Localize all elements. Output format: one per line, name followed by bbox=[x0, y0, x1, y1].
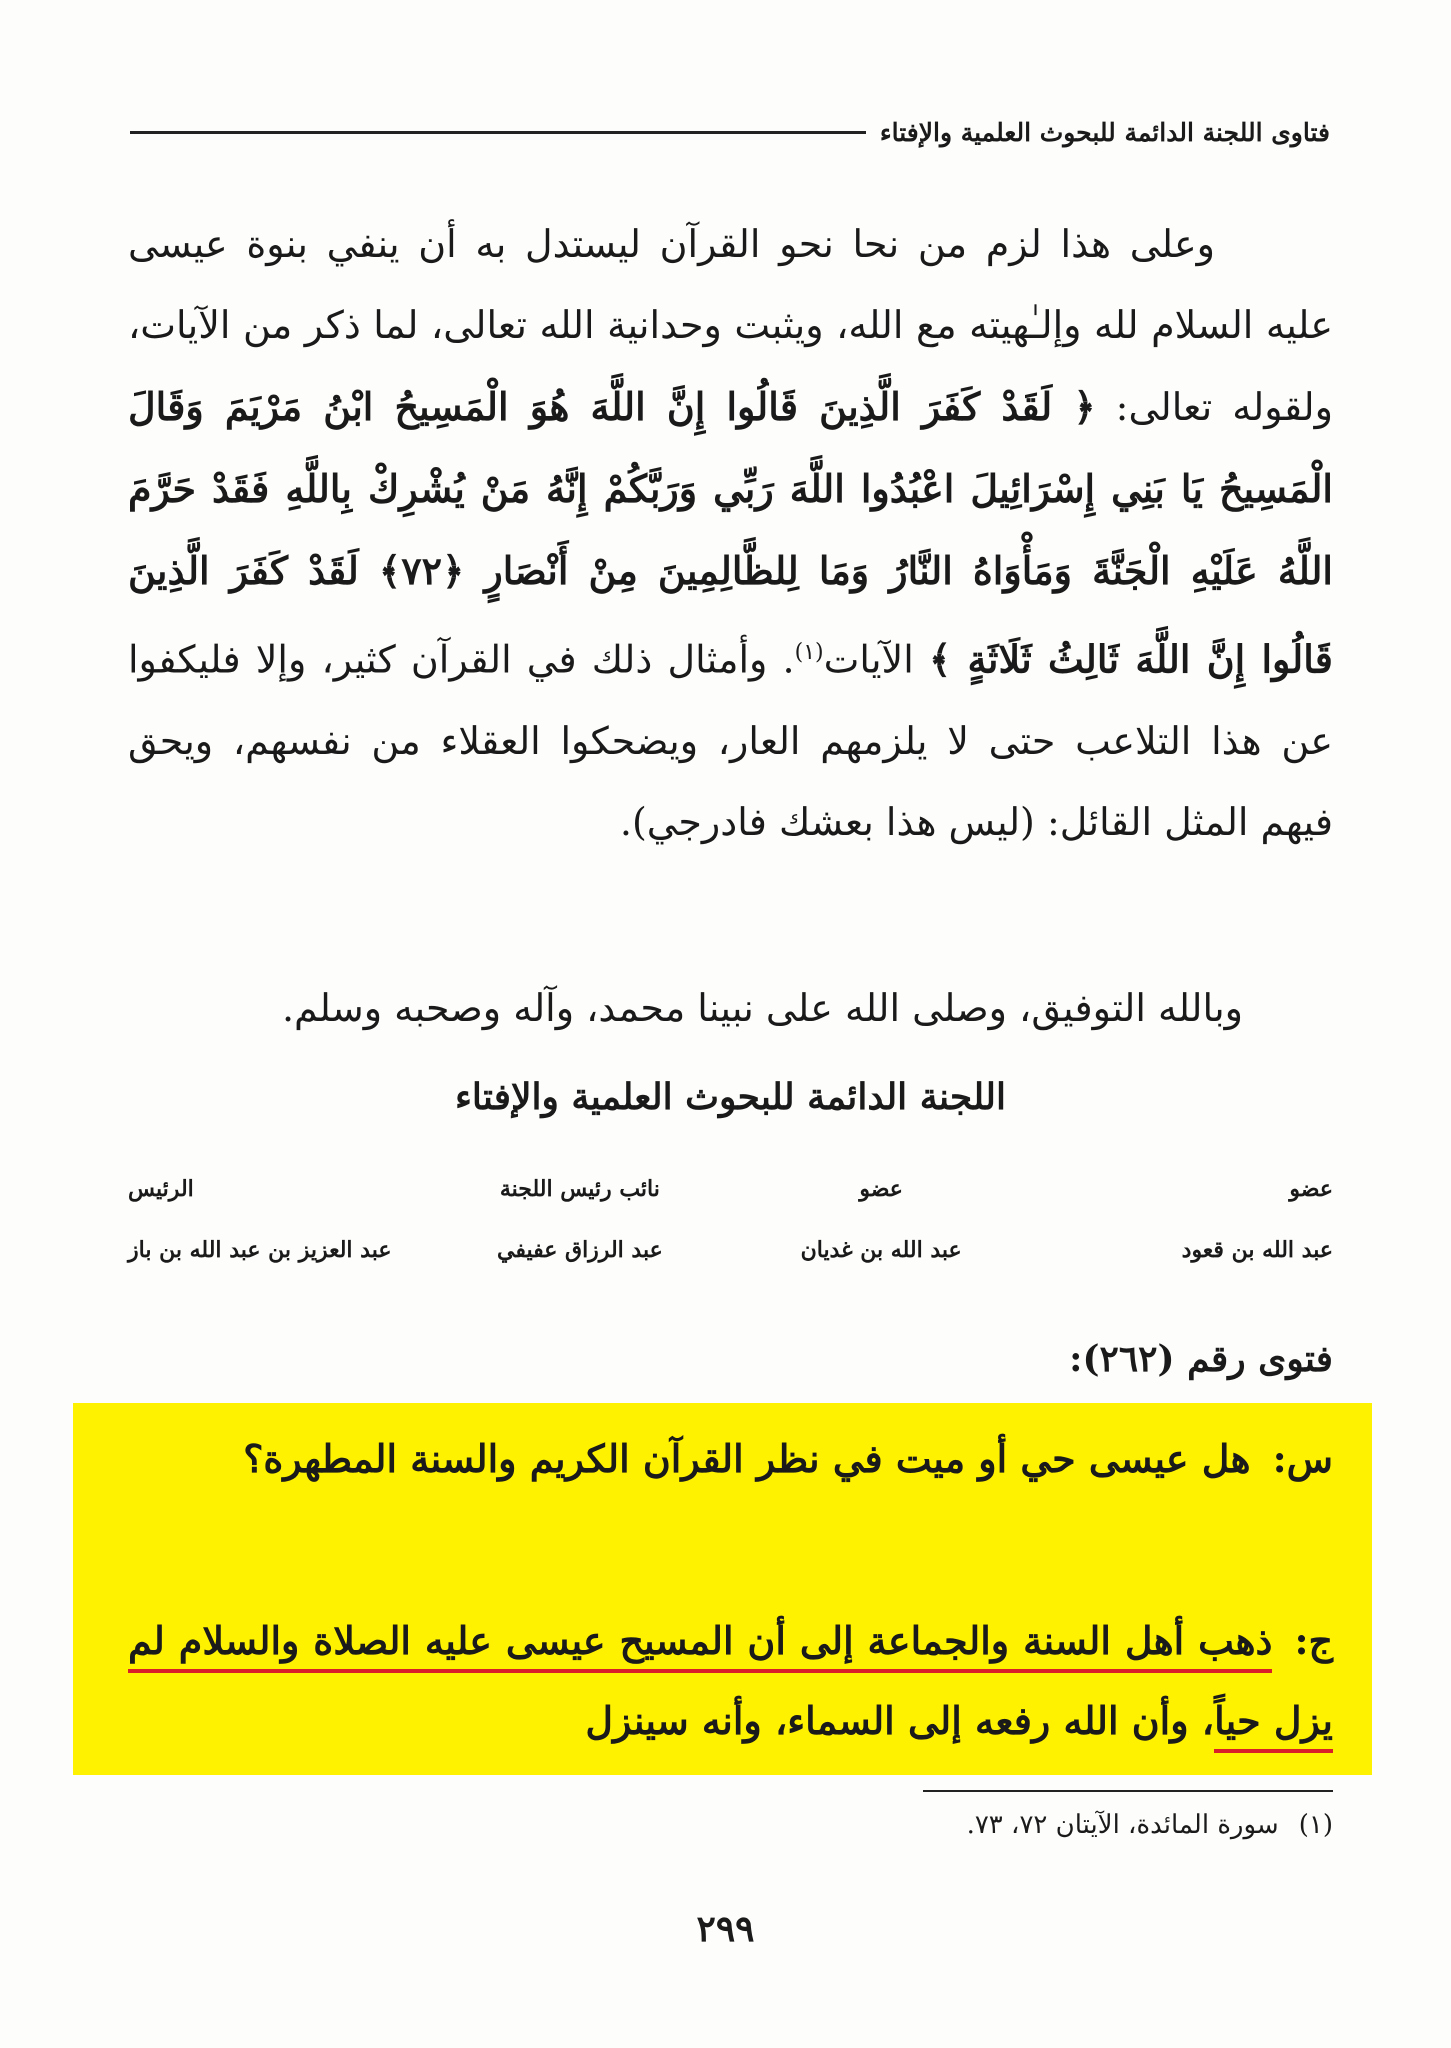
footnote-number: (١) bbox=[1298, 1810, 1333, 1840]
footnote bbox=[967, 1810, 1333, 1840]
running-header bbox=[130, 112, 1330, 152]
answer-text: ، وأن الله رفعه إلى السماء، وأنه سينزل bbox=[585, 1698, 1215, 1743]
answer-paragraph bbox=[128, 1601, 1333, 1761]
question-text: هل عيسى حي أو ميت في نظر القرآن الكريم والسنة المطهرة؟ bbox=[243, 1436, 1251, 1481]
answer-underlined: ذهب أهل السنة والجماعة إلى أن المسيح عيسى عليه الصلاة والسلام لم يزل حياً bbox=[128, 1618, 1333, 1753]
paragraph-2: وبالله التوفيق، وصلى الله على نبينا محمد، وآله وصحبه وسلم. bbox=[281, 986, 1243, 1030]
fatwa-number: فتوى رقم (٢٦٢): bbox=[1069, 1338, 1333, 1380]
role-member-2: عضو bbox=[859, 1176, 903, 1202]
footnote-text: سورة المائدة، الآيتان ٧٢، ٧٣. bbox=[966, 1810, 1279, 1840]
header-title: فتاوى اللجنة الدائمة للبحوث العلمية والإفتاء bbox=[879, 117, 1330, 147]
question-prefix: س: bbox=[1272, 1436, 1333, 1481]
paragraph-1-continuation: . وأمثال ذلك في القرآن كثير، وإلا فليكفوا عن هذا التلاعب حتى لا يلزمهم العار، ويضحكوا العقلاء من نفسهم، ويحق فيهم المثل القائل: (ليس هذا بعشك فادرجي). bbox=[128, 637, 1333, 844]
paragraph-1-text: وعلى هذا لزم من نحا نحو القرآن ليستدل به أن ينفي بنوة عيسى عليه السلام لله وإلـٰهيته مع الله، ويثبت وحدانية الله تعالى، لما ذكر من الآيات، ولقوله تعالى: bbox=[128, 222, 1333, 429]
role-member-1: عضو bbox=[1289, 1176, 1333, 1202]
paragraph-1 bbox=[128, 204, 1333, 863]
footnote-marker: (١) bbox=[794, 640, 824, 665]
quran-verse: ﴿ لَقَدْ كَفَرَ الَّذِينَ قَالُوا إِنَّ اللَّهَ هُوَ الْمَسِيحُ ابْنُ مَرْيَمَ وَقَالَ الْمَسِيحُ يَا بَنِي إِسْرَائِيلَ اعْبُدُوا اللَّهَ رَبِّي وَرَبَّكُمْ إِنَّهُ مَنْ يُشْرِكْ بِاللَّهِ فَقَدْ حَرَّمَ اللَّهُ عَلَيْهِ الْجَنَّةَ وَمَأْوَاهُ النَّارُ وَمَا لِلظَّالِمِينَ مِنْ أَنْصَارٍ ﴿٧٢﴾ لَقَدْ كَفَرَ الَّذِينَ قَالُوا إِنَّ اللَّهَ ثَالِثُ ثَلَاثَةٍ ﴾ bbox=[128, 384, 1333, 682]
answer-prefix: ج: bbox=[1294, 1618, 1333, 1663]
signature-names bbox=[128, 1237, 1333, 1263]
name-vice-chair: عبد الرزاق عفيفي bbox=[496, 1237, 663, 1263]
role-vice-chair: نائب رئيس اللجنة bbox=[499, 1176, 660, 1202]
question-paragraph bbox=[128, 1419, 1333, 1499]
name-chair: عبد العزيز بن عبد الله بن باز bbox=[128, 1237, 392, 1263]
ayat-label: الآيات bbox=[823, 637, 914, 682]
name-member-1: عبد الله بن قعود bbox=[1181, 1237, 1333, 1263]
page-number: ٢٩٩ bbox=[696, 1908, 755, 1950]
signature-roles bbox=[128, 1176, 1333, 1202]
header-rule bbox=[130, 131, 866, 134]
footnote-rule bbox=[923, 1790, 1333, 1792]
committee-title: اللجنة الدائمة للبحوث العلمية والإفتاء bbox=[454, 1076, 1007, 1118]
role-chair: الرئيس bbox=[128, 1176, 194, 1202]
name-member-2: عبد الله بن غديان bbox=[800, 1237, 962, 1263]
